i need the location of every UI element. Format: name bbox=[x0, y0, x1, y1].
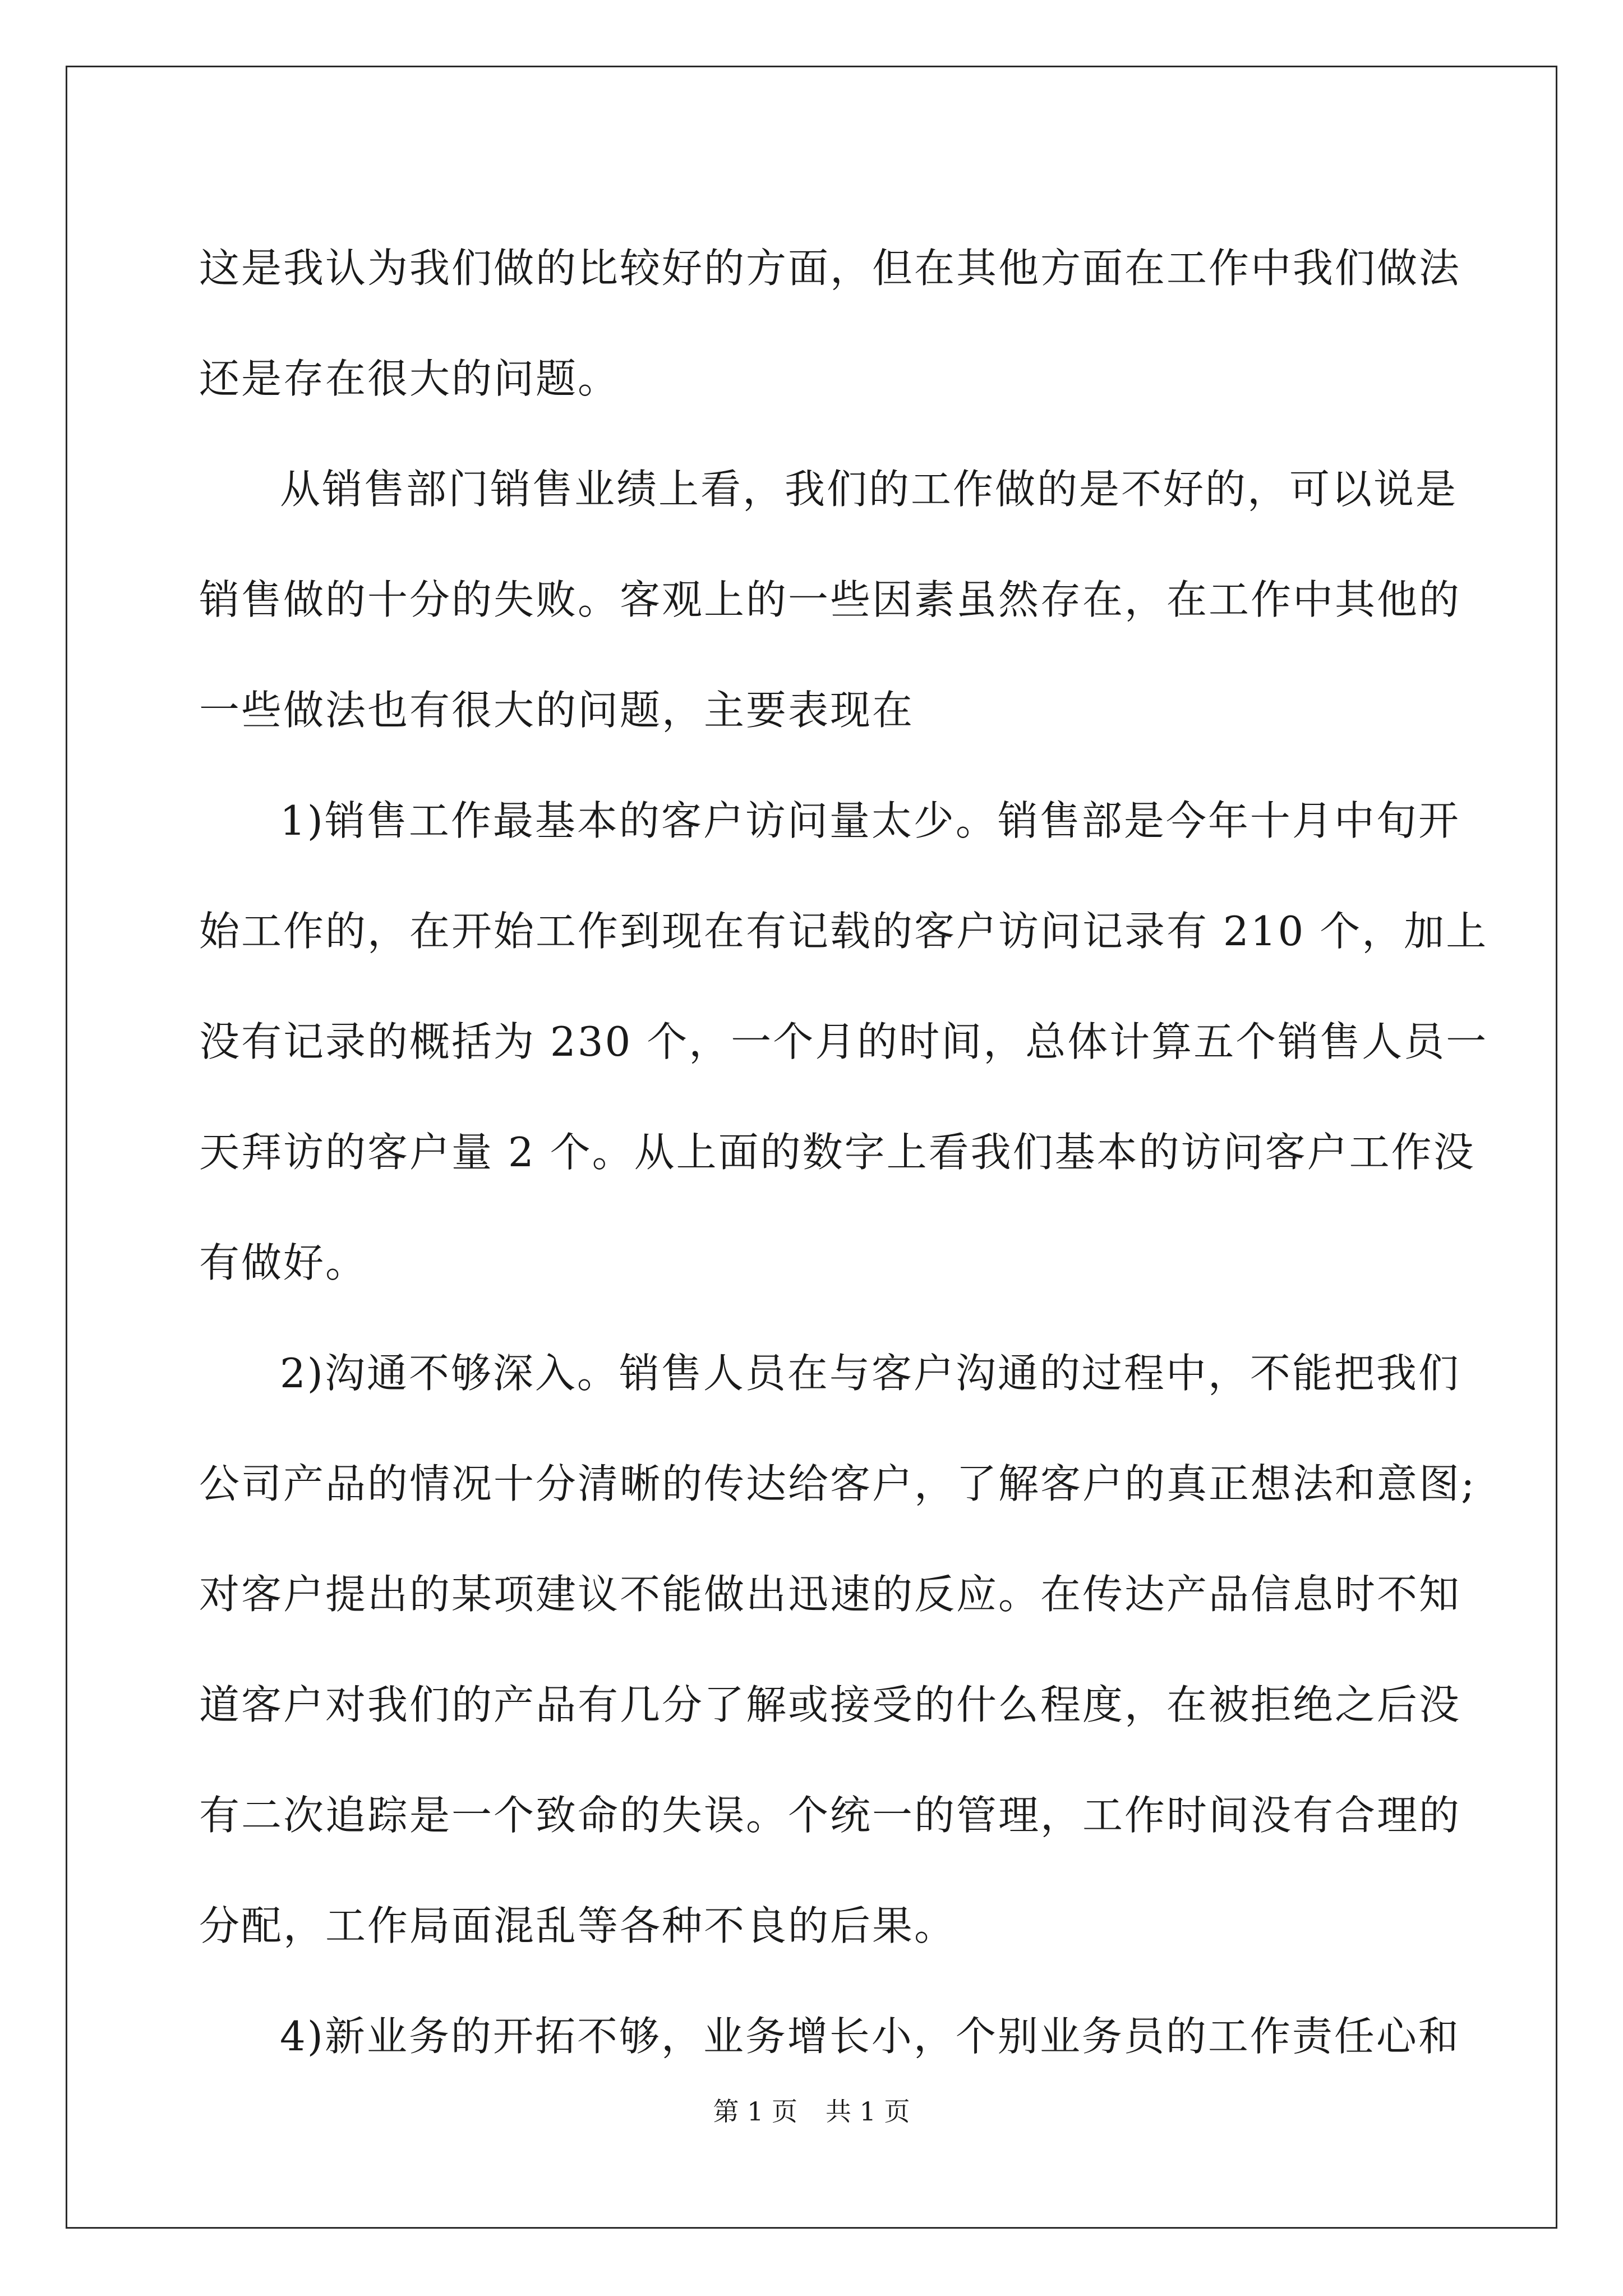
text-line: 有二次追踪是一个致命的失误。个统一的管理，工作时间没有合理的 bbox=[199, 1792, 1461, 1839]
page-number: 第 1 页 bbox=[713, 2096, 797, 2127]
text-line: 2)沟通不够深入。销售人员在与客户沟通的过程中，不能把我们 bbox=[280, 1350, 1460, 1397]
text-line: 销售做的十分的失败。客观上的一些因素虽然存在，在工作中其他的 bbox=[199, 576, 1461, 623]
text-line: 一些做法也有很大的问题，主要表现在 bbox=[199, 687, 915, 734]
text-line: 4)新业务的开拓不够，业务增长小，个别业务员的工作责任心和 bbox=[280, 2013, 1460, 2060]
text-line: 这是我认为我们做的比较好的方面，但在其他方面在工作中我们做法 bbox=[199, 245, 1461, 292]
text-line: 始工作的，在开始工作到现在有记载的客户访问记录有 210 个，加上 bbox=[199, 908, 1488, 955]
text-line: 没有记录的概括为 230 个，一个月的时间，总体计算五个销售人员一 bbox=[199, 1018, 1488, 1065]
text-line: 道客户对我们的产品有几分了解或接受的什么程度，在被拒绝之后没 bbox=[199, 1681, 1461, 1728]
text-line: 从销售部门销售业绩上看，我们的工作做的是不好的，可以说是 bbox=[280, 466, 1458, 513]
text-line: 分配，工作局面混乱等各种不良的后果。 bbox=[199, 1902, 957, 1949]
page-footer bbox=[0, 2091, 1623, 2128]
document-body bbox=[199, 213, 1488, 2092]
text-line: 天拜访的客户量 2 个。从上面的数字上看我们基本的访问客户工作没 bbox=[199, 1129, 1476, 1176]
page-total: 共 1 页 bbox=[826, 2096, 910, 2127]
text-line: 还是存在很大的问题。 bbox=[199, 355, 620, 402]
text-line: 有做好。 bbox=[199, 1239, 368, 1286]
text-line: 公司产品的情况十分清晰的传达给客户，了解客户的真正想法和意图; bbox=[199, 1460, 1477, 1507]
text-line: 1)销售工作最基本的客户访问量太少。销售部是今年十月中旬开 bbox=[280, 797, 1460, 844]
text-line: 对客户提出的某项建议不能做出迅速的反应。在传达产品信息时不知 bbox=[199, 1571, 1461, 1618]
